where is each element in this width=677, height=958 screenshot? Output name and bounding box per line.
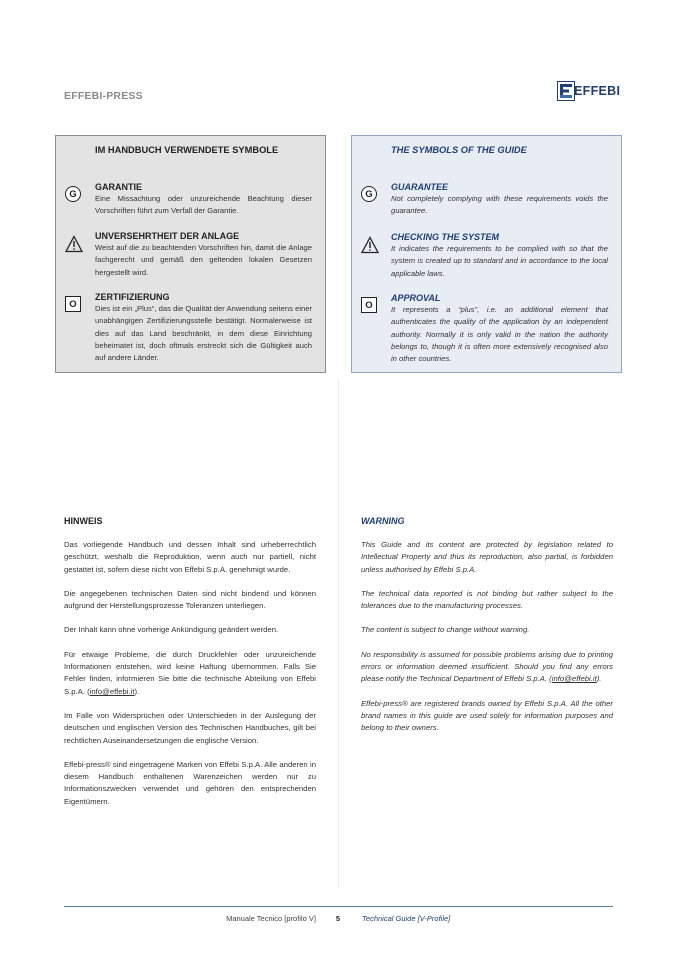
- notice-paragraph: Das vorliegende Handbuch und dessen Inhalt sind urheberrechtlich geschützt, weshalb die Reproduktion, wenn auch nur partiell, nicht gestattet ist, sofern diese nicht von Effebi S.p.A. genehmigt wurde.: [64, 540, 316, 574]
- notice-paragraph: Im Falle von Widersprüchen oder Unterschieden in der Auslegung der deutschen und englischen Version des Technischen Handbuches, gilt bei rechtlichen Auseinandersetzungen die englische Version.: [64, 710, 316, 745]
- warning-paragraph: [361, 649, 613, 686]
- symbol-text: Eine Missachtung oder unzureichende Beachtung dieser Vorschriften führt zum Verfall der Garantie.: [95, 194, 312, 216]
- logo-mark-icon: [557, 81, 575, 101]
- effebi-logo: [557, 81, 621, 101]
- symbols-box-english: [351, 135, 622, 373]
- notice-text-span: ).: [134, 686, 140, 696]
- symbol-title: UNVERSEHRTHEIT DER ANLAGE: [95, 231, 240, 241]
- symbol-title: GARANTIE: [95, 182, 142, 192]
- symbol-text: It indicates the requirements to be complied with so that the system is created up to standard and in accordance to the local applicable laws.: [391, 244, 608, 278]
- guarantee-g-icon: G: [361, 186, 379, 204]
- approval-o-icon: O: [361, 297, 379, 315]
- notice-text-german: [64, 539, 316, 820]
- symbol-text: Not completely complying with these requirements voids the guarantee.: [391, 194, 608, 216]
- warning-paragraph: This Guide and its content are protected by legislation related to Intellectual Property and thus its reproduction, also partial, is forbidden unless authorised by Effebi S.p.A.: [361, 540, 613, 574]
- warning-paragraph: Effebi-press® are registered brands owned by Effebi S.p.A. All the other brand names in this guide are used solely for information purposes and belong to their owners.: [361, 698, 613, 733]
- warning-title-english: WARNING: [361, 516, 405, 526]
- symbols-title-german: IM HANDBUCH VERWENDETE SYMBOLE: [95, 145, 279, 155]
- footer-rule: [64, 906, 613, 907]
- warning-text-span: No responsibility is assumed for possible problems arising due to printing errors or information deemed insufficient. Should you find any errors please notify the Technical Department of Effebi S.p.A. (: [361, 649, 613, 684]
- warning-triangle-icon: [65, 235, 83, 253]
- warning-triangle-icon: [361, 236, 379, 254]
- symbols-box-german: [55, 135, 326, 373]
- notice-title-german: HINWEIS: [64, 516, 103, 526]
- logo-wordmark: EFFEBI: [574, 84, 621, 98]
- symbol-text: It represents a “plus”, i.e. an additional element that authenticates the quality of the application by an independent authority. Normally it is only valid in the nation the authority belongs to, though it is often more extensively recognised also in other countries.: [391, 305, 608, 364]
- notice-text-span: Für etwaige Probleme, die durch Druckfehler oder unzureichende Informationen entstehen, wird keine Haftung übernommen. Falls Sie Fehler finden, informieren Sie bitte die technische Abteilung von Effebi S.p.A. (: [64, 649, 316, 696]
- symbol-title: GUARANTEE: [391, 182, 449, 192]
- notice-paragraph: Effebi-press® sind eingetragene Marken von Effebi S.p.A. Alle anderen in diesem Handbuch enthaltenen Warenzeichen werden nur zu Informationszwecken verwendet und gehören den entsprechenden Eigentümern.: [64, 759, 316, 806]
- warning-text-span: ).: [596, 674, 602, 684]
- guarantee-g-icon: G: [65, 186, 83, 204]
- notice-paragraph: Die angegebenen technischen Daten sind nicht bindend und können aufgrund der Herstellungsprozesse Toleranzen unterliegen.: [64, 588, 316, 611]
- symbol-title: CHECKING THE SYSTEM: [391, 232, 500, 242]
- symbols-title-english: THE SYMBOLS OF THE GUIDE: [391, 145, 527, 155]
- footer-title-english: Technical Guide [V-Profile]: [362, 914, 451, 923]
- symbol-text: Dies ist ein „Plus“, das die Qualität der Anwendung seitens einer unabhängigen Zertifizierungsstelle bestätigt. Normalerweise ist dies auf das Land beschränkt, in dem diese Einrichtung beheimatet ist, doch oftmals erstreckt sich die Gültigkeit auch auf andere Länder.: [95, 304, 312, 363]
- notice-paragraph: [64, 649, 316, 698]
- approval-o-icon: O: [65, 296, 83, 314]
- symbol-title: ZERTIFIZIERUNG: [95, 292, 170, 302]
- warning-text-english: [361, 539, 613, 747]
- symbol-text: Weist auf die zu beachtenden Vorschriften hin, damit die Anlage fachgerecht und gemäß den geltenden lokalen Gesetzen hergestellt wird.: [95, 243, 312, 277]
- footer-title-italian: Manuale Tecnico [profilo V]: [226, 914, 316, 923]
- warning-paragraph: The content is subject to change without warning.: [361, 625, 530, 635]
- page-number: 5: [335, 914, 341, 923]
- notice-paragraph: Der Inhalt kann ohne vorherige Ankündigung geändert werden.: [64, 625, 279, 635]
- email-link[interactable]: info@effebi.it: [89, 686, 135, 696]
- warning-paragraph: The technical data reported is not binding but rather subject to the tolerances due to the manufacturing processes.: [361, 588, 613, 611]
- symbol-title: APPROVAL: [391, 293, 441, 303]
- email-link[interactable]: info@effebi.it: [551, 674, 597, 684]
- column-divider: [338, 380, 339, 888]
- brand-name: EFFEBI-PRESS: [64, 90, 143, 102]
